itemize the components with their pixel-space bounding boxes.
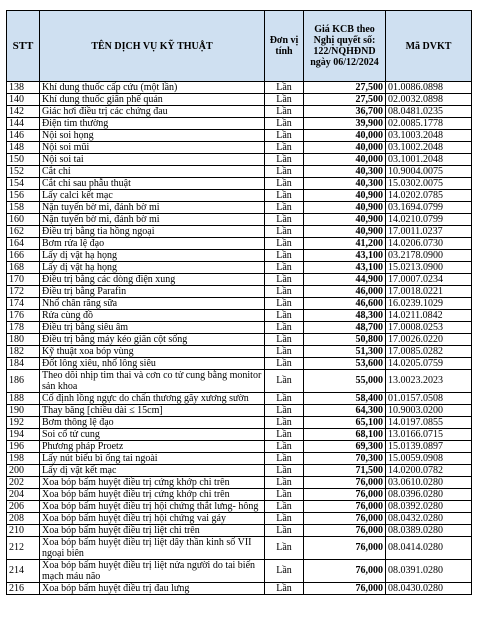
row-code: 15.0059.0908	[386, 453, 472, 465]
row-service-name: Xoa bóp bấm huyệt điều trị liệt nửa người do tai biến mạch máu não	[40, 560, 265, 583]
row-unit: Lần	[265, 310, 304, 322]
row-code: 03.1694.0799	[386, 202, 472, 214]
row-stt: 182	[7, 346, 40, 358]
row-code: 03.0610.0280	[386, 477, 472, 489]
row-service-name: Nội soi họng	[40, 130, 265, 142]
row-code: 10.9003.0200	[386, 405, 472, 417]
row-unit: Lần	[265, 501, 304, 513]
table-row	[7, 250, 472, 262]
table-row	[7, 154, 472, 166]
row-service-name: Điều trị bằng Parafin	[40, 286, 265, 298]
row-code: 08.0392.0280	[386, 501, 472, 513]
row-stt: 160	[7, 214, 40, 226]
row-code: 14.0202.0785	[386, 190, 472, 202]
header-code: Mã DVKT	[386, 11, 472, 82]
row-unit: Lần	[265, 274, 304, 286]
row-code: 17.0011.0237	[386, 226, 472, 238]
row-unit: Lần	[265, 106, 304, 118]
row-code: 17.0018.0221	[386, 286, 472, 298]
table-row	[7, 130, 472, 142]
row-code: 03.1001.2048	[386, 154, 472, 166]
row-service-name: Xoa bóp bấm huyệt điều trị liệt chi trên	[40, 525, 265, 537]
row-code: 08.0430.0280	[386, 583, 472, 595]
row-price: 27,500	[304, 94, 386, 106]
table-row	[7, 118, 472, 130]
row-price: 76,000	[304, 477, 386, 489]
row-price: 68,100	[304, 429, 386, 441]
row-service-name: Điện tim thường	[40, 118, 265, 130]
row-code: 13.0023.2023	[386, 370, 472, 393]
row-service-name: Thay băng [chiều dài ≤ 15cm]	[40, 405, 265, 417]
row-stt: 166	[7, 250, 40, 262]
row-stt: 162	[7, 226, 40, 238]
row-service-name: Điều trị bằng các dòng điện xung	[40, 274, 265, 286]
row-code: 16.0239.1029	[386, 298, 472, 310]
row-code: 03.1002.2048	[386, 142, 472, 154]
row-price: 55,000	[304, 370, 386, 393]
header-price: Giá KCB theo Nghị quyết số: 122/NQHĐND ngày 06/12/2024	[304, 11, 386, 82]
row-code: 02.0032.0898	[386, 94, 472, 106]
row-service-name: Rửa cùng đồ	[40, 310, 265, 322]
row-code: 14.0211.0842	[386, 310, 472, 322]
table-row	[7, 537, 472, 560]
row-unit: Lần	[265, 346, 304, 358]
row-stt: 144	[7, 118, 40, 130]
row-price: 76,000	[304, 525, 386, 537]
row-price: 76,000	[304, 489, 386, 501]
row-stt: 176	[7, 310, 40, 322]
row-price: 50,800	[304, 334, 386, 346]
row-stt: 148	[7, 142, 40, 154]
row-service-name: Xoa bóp bấm huyệt điều trị hội chứng vai gáy	[40, 513, 265, 525]
table-row	[7, 465, 472, 477]
row-code: 08.0396.0280	[386, 489, 472, 501]
row-unit: Lần	[265, 190, 304, 202]
table-row	[7, 274, 472, 286]
row-stt: 192	[7, 417, 40, 429]
row-unit: Lần	[265, 262, 304, 274]
row-unit: Lần	[265, 537, 304, 560]
service-price-table	[6, 10, 472, 595]
row-service-name: Điều trị bằng máy kéo giãn cột sống	[40, 334, 265, 346]
table-row	[7, 286, 472, 298]
table-row	[7, 262, 472, 274]
row-unit: Lần	[265, 583, 304, 595]
row-service-name: Xoa bóp bấm huyệt điều trị cứng khớp chi trên	[40, 477, 265, 489]
row-unit: Lần	[265, 429, 304, 441]
row-price: 40,000	[304, 142, 386, 154]
row-unit: Lần	[265, 453, 304, 465]
row-price: 40,900	[304, 226, 386, 238]
table-row	[7, 226, 472, 238]
table-row	[7, 346, 472, 358]
row-stt: 196	[7, 441, 40, 453]
row-price: 48,300	[304, 310, 386, 322]
row-stt: 200	[7, 465, 40, 477]
table-row	[7, 453, 472, 465]
row-stt: 212	[7, 537, 40, 560]
row-price: 76,000	[304, 583, 386, 595]
table-row	[7, 238, 472, 250]
table-body	[7, 82, 472, 595]
row-price: 76,000	[304, 537, 386, 560]
row-unit: Lần	[265, 334, 304, 346]
row-service-name: Phương pháp Proetz	[40, 441, 265, 453]
table-row	[7, 583, 472, 595]
row-price: 43,100	[304, 250, 386, 262]
row-unit: Lần	[265, 477, 304, 489]
row-price: 76,000	[304, 560, 386, 583]
row-service-name: Xoa bóp bấm huyệt điều trị đau lưng	[40, 583, 265, 595]
row-service-name: Nhổ chân răng sữa	[40, 298, 265, 310]
row-code: 17.0026.0220	[386, 334, 472, 346]
table-row	[7, 489, 472, 501]
row-unit: Lần	[265, 226, 304, 238]
row-price: 69,300	[304, 441, 386, 453]
row-stt: 190	[7, 405, 40, 417]
row-price: 40,900	[304, 214, 386, 226]
row-price: 40,000	[304, 130, 386, 142]
row-stt: 214	[7, 560, 40, 583]
row-stt: 174	[7, 298, 40, 310]
row-unit: Lần	[265, 560, 304, 583]
table-row	[7, 322, 472, 334]
row-unit: Lần	[265, 322, 304, 334]
row-code: 17.0007.0234	[386, 274, 472, 286]
table-row	[7, 214, 472, 226]
row-code: 17.0008.0253	[386, 322, 472, 334]
row-service-name: Nội soi mũi	[40, 142, 265, 154]
table-row	[7, 202, 472, 214]
row-price: 70,300	[304, 453, 386, 465]
table-row	[7, 393, 472, 405]
row-code: 15.0139.0897	[386, 441, 472, 453]
row-price: 65,100	[304, 417, 386, 429]
row-service-name: Lấy nút biểu bì ống tai ngoài	[40, 453, 265, 465]
row-service-name: Bơm thông lệ đạo	[40, 417, 265, 429]
row-service-name: Soi cổ tử cung	[40, 429, 265, 441]
row-code: 01.0157.0508	[386, 393, 472, 405]
row-unit: Lần	[265, 358, 304, 370]
row-price: 40,900	[304, 190, 386, 202]
row-price: 76,000	[304, 513, 386, 525]
row-code: 08.0414.0280	[386, 537, 472, 560]
row-service-name: Điều trị bằng tia hồng ngoại	[40, 226, 265, 238]
row-stt: 208	[7, 513, 40, 525]
row-stt: 150	[7, 154, 40, 166]
row-stt: 210	[7, 525, 40, 537]
row-price: 44,900	[304, 274, 386, 286]
table-row	[7, 298, 472, 310]
row-code: 01.0086.0898	[386, 82, 472, 94]
header-row	[7, 11, 472, 82]
row-stt: 140	[7, 94, 40, 106]
row-price: 64,300	[304, 405, 386, 417]
table-row	[7, 94, 472, 106]
row-service-name: Điều trị bằng siêu âm	[40, 322, 265, 334]
table-row	[7, 560, 472, 583]
row-unit: Lần	[265, 513, 304, 525]
row-code: 13.0166.0715	[386, 429, 472, 441]
table-row	[7, 513, 472, 525]
row-service-name: Theo dõi nhịp tim thai và cơn co tử cung bằng monitor sản khoa	[40, 370, 265, 393]
row-price: 48,700	[304, 322, 386, 334]
row-service-name: Giác hơi điều trị các chứng đau	[40, 106, 265, 118]
row-price: 41,200	[304, 238, 386, 250]
row-service-name: Cố định lồng ngực do chấn thương gãy xương sườn	[40, 393, 265, 405]
table-row	[7, 441, 472, 453]
row-price: 46,000	[304, 286, 386, 298]
row-price: 51,300	[304, 346, 386, 358]
row-unit: Lần	[265, 393, 304, 405]
row-service-name: Nặn tuyến bờ mi, đánh bờ mi	[40, 202, 265, 214]
row-unit: Lần	[265, 370, 304, 393]
row-price: 40,300	[304, 178, 386, 190]
row-service-name: Khí dung thuốc cấp cứu (một lần)	[40, 82, 265, 94]
table-row	[7, 190, 472, 202]
row-price: 40,000	[304, 154, 386, 166]
row-unit: Lần	[265, 166, 304, 178]
row-stt: 202	[7, 477, 40, 489]
row-service-name: Nặn tuyến bờ mi, đánh bờ mi	[40, 214, 265, 226]
row-code: 10.9004.0075	[386, 166, 472, 178]
row-service-name: Kỹ thuật xoa bóp vùng	[40, 346, 265, 358]
row-code: 15.0302.0075	[386, 178, 472, 190]
row-price: 58,400	[304, 393, 386, 405]
row-service-name: Lấy dị vật kết mạc	[40, 465, 265, 477]
row-stt: 186	[7, 370, 40, 393]
row-unit: Lần	[265, 465, 304, 477]
row-stt: 164	[7, 238, 40, 250]
row-stt: 206	[7, 501, 40, 513]
row-service-name: Đốt lông xiêu, nhổ lông siêu	[40, 358, 265, 370]
price-table-container	[6, 10, 472, 595]
row-price: 40,300	[304, 166, 386, 178]
row-service-name: Xoa bóp bấm huyệt điều trị cứng khớp chi trên	[40, 489, 265, 501]
row-price: 46,600	[304, 298, 386, 310]
row-unit: Lần	[265, 154, 304, 166]
row-price: 76,000	[304, 501, 386, 513]
row-code: 15.0213.0900	[386, 262, 472, 274]
row-stt: 158	[7, 202, 40, 214]
row-price: 71,500	[304, 465, 386, 477]
header-stt: STT	[7, 11, 40, 82]
row-code: 08.0391.0280	[386, 560, 472, 583]
table-row	[7, 310, 472, 322]
table-row	[7, 477, 472, 489]
table-row	[7, 166, 472, 178]
row-code: 08.0481.0235	[386, 106, 472, 118]
row-price: 36,700	[304, 106, 386, 118]
row-stt: 156	[7, 190, 40, 202]
row-service-name: Khí dung thuốc giãn phế quản	[40, 94, 265, 106]
row-stt: 216	[7, 583, 40, 595]
row-unit: Lần	[265, 82, 304, 94]
table-row	[7, 142, 472, 154]
table-row	[7, 525, 472, 537]
row-unit: Lần	[265, 489, 304, 501]
table-header	[7, 11, 472, 82]
row-stt: 188	[7, 393, 40, 405]
row-unit: Lần	[265, 417, 304, 429]
table-row	[7, 429, 472, 441]
row-code: 17.0085.0282	[386, 346, 472, 358]
row-unit: Lần	[265, 142, 304, 154]
header-service: TÊN DỊCH VỤ KỸ THUẬT	[40, 11, 265, 82]
row-stt: 154	[7, 178, 40, 190]
row-code: 03.1003.2048	[386, 130, 472, 142]
row-stt: 172	[7, 286, 40, 298]
row-service-name: Cắt chỉ	[40, 166, 265, 178]
row-code: 08.0432.0280	[386, 513, 472, 525]
row-unit: Lần	[265, 118, 304, 130]
row-stt: 194	[7, 429, 40, 441]
row-stt: 178	[7, 322, 40, 334]
row-service-name: Lấy calci kết mạc	[40, 190, 265, 202]
table-row	[7, 334, 472, 346]
row-price: 27,500	[304, 82, 386, 94]
table-row	[7, 405, 472, 417]
row-stt: 170	[7, 274, 40, 286]
row-stt: 198	[7, 453, 40, 465]
row-stt: 142	[7, 106, 40, 118]
table-row	[7, 178, 472, 190]
row-code: 03.2178.0900	[386, 250, 472, 262]
row-price: 53,600	[304, 358, 386, 370]
row-price: 43,100	[304, 262, 386, 274]
row-unit: Lần	[265, 130, 304, 142]
row-stt: 146	[7, 130, 40, 142]
table-row	[7, 82, 472, 94]
row-unit: Lần	[265, 525, 304, 537]
row-unit: Lần	[265, 286, 304, 298]
header-unit: Đơn vị tính	[265, 11, 304, 82]
row-stt: 152	[7, 166, 40, 178]
row-unit: Lần	[265, 94, 304, 106]
table-row	[7, 501, 472, 513]
row-code: 14.0205.0759	[386, 358, 472, 370]
row-service-name: Nội soi tai	[40, 154, 265, 166]
row-stt: 180	[7, 334, 40, 346]
row-service-name: Xoa bóp bấm huyệt điều trị liệt dây thần kinh số VII ngoại biên	[40, 537, 265, 560]
row-unit: Lần	[265, 405, 304, 417]
row-unit: Lần	[265, 441, 304, 453]
row-code: 02.0085.1778	[386, 118, 472, 130]
row-service-name: Lấy dị vật hạ họng	[40, 250, 265, 262]
row-code: 14.0197.0855	[386, 417, 472, 429]
row-price: 39,900	[304, 118, 386, 130]
row-service-name: Bơm rửa lệ đạo	[40, 238, 265, 250]
row-unit: Lần	[265, 214, 304, 226]
table-row	[7, 370, 472, 393]
row-price: 40,900	[304, 202, 386, 214]
row-service-name: Lấy dị vật hạ họng	[40, 262, 265, 274]
table-row	[7, 106, 472, 118]
row-unit: Lần	[265, 298, 304, 310]
row-code: 08.0389.0280	[386, 525, 472, 537]
row-unit: Lần	[265, 178, 304, 190]
row-stt: 168	[7, 262, 40, 274]
row-unit: Lần	[265, 250, 304, 262]
row-code: 14.0200.0782	[386, 465, 472, 477]
row-code: 14.0210.0799	[386, 214, 472, 226]
row-service-name: Xoa bóp bấm huyệt điều trị hội chứng thắt lưng- hông	[40, 501, 265, 513]
table-row	[7, 358, 472, 370]
row-unit: Lần	[265, 238, 304, 250]
row-stt: 138	[7, 82, 40, 94]
row-stt: 204	[7, 489, 40, 501]
row-unit: Lần	[265, 202, 304, 214]
row-stt: 184	[7, 358, 40, 370]
table-row	[7, 417, 472, 429]
row-service-name: Cắt chỉ sau phẫu thuật	[40, 178, 265, 190]
row-code: 14.0206.0730	[386, 238, 472, 250]
